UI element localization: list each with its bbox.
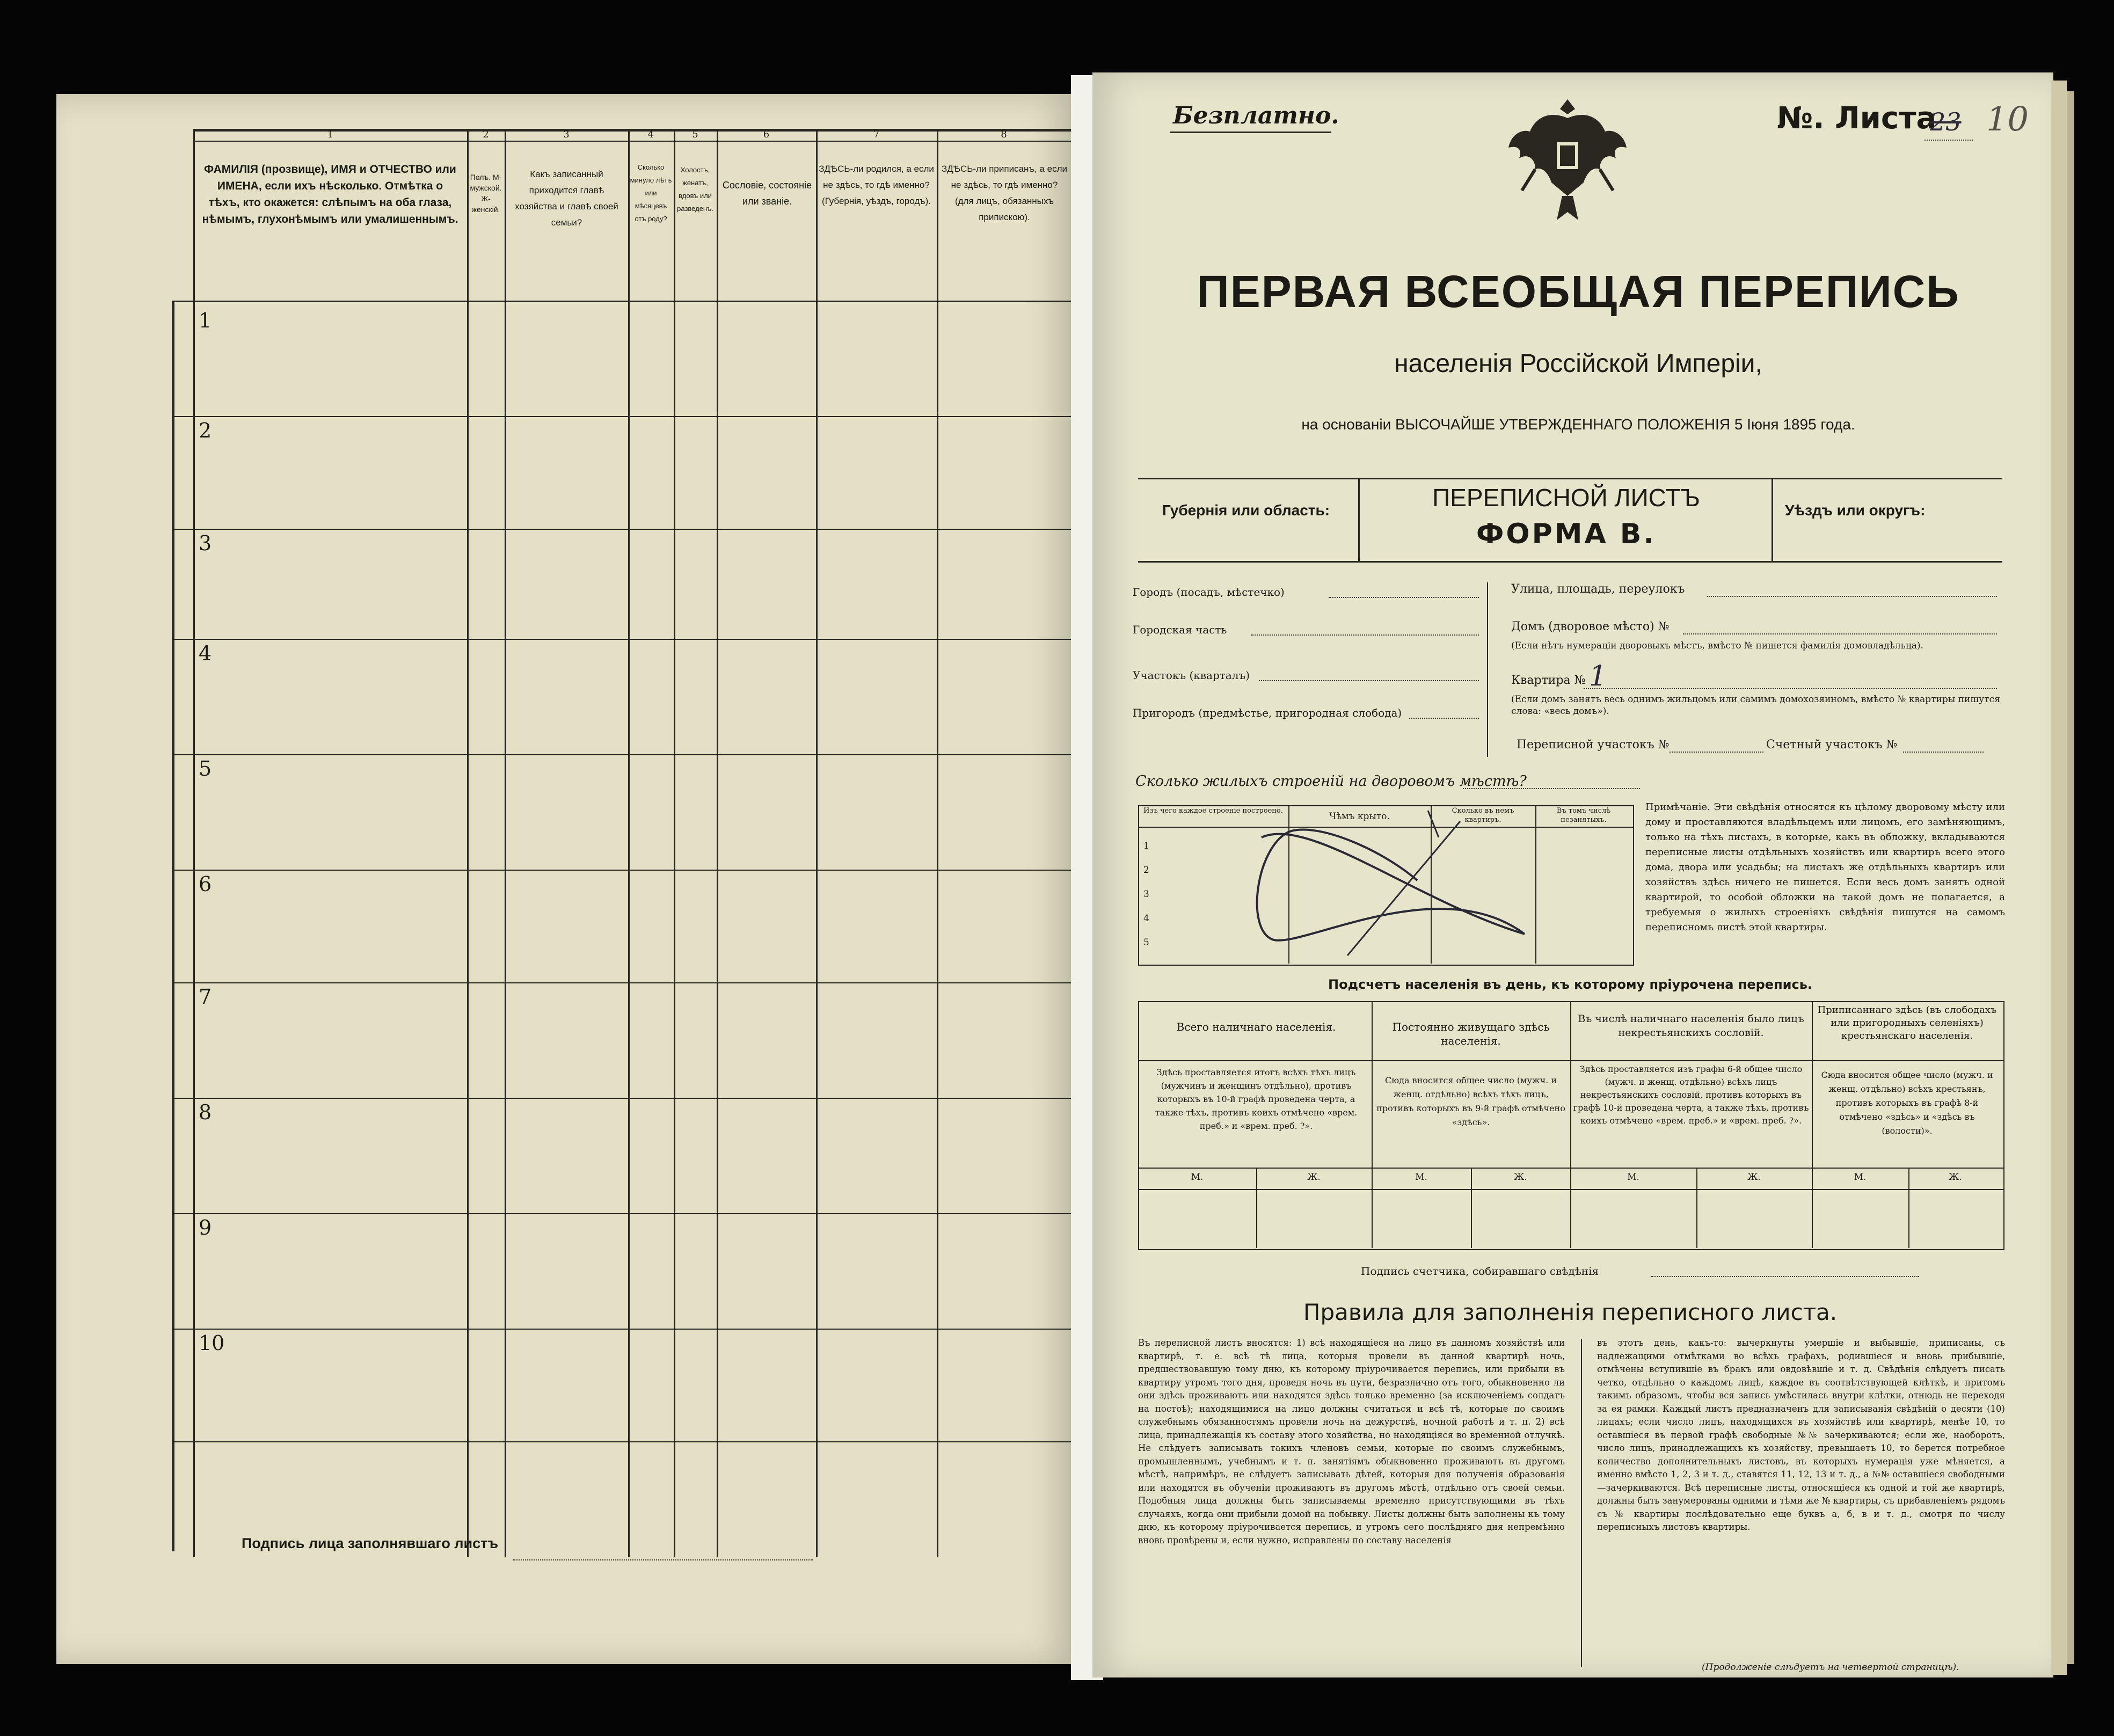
rules-column-2: въ этотъ день, какъ-то: вычеркнуты умершіе и выбывшіе, приписаны, съ надлежащими отмѣтками во всѣхъ графахъ, родившіеся и вновь прибывшіе, отмѣчены вступившіе въ бракъ или овдовѣвшіе и т. д. Свѣдѣнія слѣдуетъ писать четко, отдѣльно о каждомъ лицѣ, каждое въ соотвѣтствующей клѣткѣ, и притомъ такимъ образомъ, чтобы вся запись умѣстилась внутри клѣтки, отнюдь не переходя за ея рамки. Каждый листъ предназначенъ для записыванія свѣдѣній о десяти (10) лицахъ; если число лицъ, находящихся въ хозяйствѣ или квартирѣ, менѣе 10, то оставшіеся въ первой графѣ свободные №№ зачеркиваются; если же, наоборотъ, число лицъ, принадлежащихъ къ хозяйству, превышаетъ 10, то берется потребное количество дополнительныхъ листовъ, въ которыхъ нумерація уже мѣняется, а именно вмѣсто 1, 2, 3 и т. д., ставятся 11, 12, 13 и т. д., а №№ оставшіеся свободными—зачеркиваются. Всѣ переписные листы, относящіеся къ одной и той же квартирѣ, должны быть занумерованы одними и тѣми же № квартиры, съ прибавленіемъ рядомъ съ № квартиры послѣдовательно еще буквъ а, б, в и т. д., смотря по числу переписныхъ листовъ квартиры. [1597, 1338, 2005, 1532]
field-suburb-label: Пригородъ (предмѣстье, пригородная слобода) [1133, 706, 1402, 719]
column-number: 1 [327, 129, 333, 140]
sex-label-m: М. [1854, 1172, 1867, 1183]
buildings-row-number: 4 [1143, 913, 1149, 924]
buildings-header: Сколько въ немъ квартиръ. [1452, 807, 1514, 824]
sheet-label: №. Листа [1777, 101, 1937, 136]
count-col-divider [1372, 1001, 1373, 1248]
count-col-divider [1570, 1001, 1571, 1248]
buildings-header: Въ томъ числѣ незанятыхъ. [1556, 807, 1611, 824]
census-basis: на основаніи ВЫСОЧАЙШЕ УТВЕРЖДЕННАГО ПОЛОЖЕНІЯ 5 Іюня 1895 года. [1301, 416, 1855, 433]
buildings-row-number: 2 [1143, 865, 1149, 876]
address-divider [1487, 582, 1488, 757]
row-line [172, 1213, 1071, 1214]
apartment-note: (Если домъ занятъ весь однимъ жильцомъ или самимъ домохозяиномъ, вмѣсто № квартиры пишутся слова: «весь домъ»). [1511, 694, 2000, 717]
count-header-permanent: Постоянно живущаго здѣсь населенія. [1392, 1020, 1550, 1047]
form-header-bottom [1138, 561, 2002, 563]
buildings-header: Изъ чего каждое строеніе построено. [1143, 807, 1283, 815]
sex-label-f: Ж. [1949, 1172, 1962, 1183]
row-number: 3 [199, 531, 212, 555]
table-outer-left-border [172, 301, 174, 1551]
column-header-name: ФАМИЛІЯ (прозвище), ИМЯ и ОТЧЕСТВО или ИМЕНА, если ихъ нѣсколько. Отмѣтка о тѣхъ, кто окажется: слѣпымъ на оба глаза, нѣмымъ, глухонѣмымъ или умалишеннымъ. [202, 163, 458, 225]
sheet-number-line [1925, 140, 1973, 141]
row-number: 8 [199, 1100, 212, 1124]
buildings-crossout-mark [1138, 805, 1633, 964]
counting-district-label: Счетный участокъ № [1766, 738, 1898, 752]
column-header-relation: Какъ записанный приходится главѣ хозяйства и главѣ своей семьи? [515, 169, 618, 228]
count-header-peasant: Приписаннаго здѣсь (въ слободахъ или пригородныхъ селеніяхъ) крестьянскаго населенія. [1817, 1004, 1997, 1041]
sex-label-m: М. [1191, 1172, 1204, 1183]
signature-line[interactable] [513, 1559, 813, 1560]
form-header-divider-right [1772, 478, 1773, 563]
col-divider-7 [937, 129, 938, 1557]
row-number: 10 [199, 1331, 225, 1355]
column-number: 4 [647, 129, 654, 140]
col-divider-5 [717, 129, 718, 1557]
buildings-question: Сколько жилыхъ строеній на дворовомъ мѣстѣ? [1135, 773, 1527, 790]
apartment-line[interactable] [1584, 688, 1997, 689]
sex-label-f: Ж. [1307, 1172, 1321, 1183]
rules-divider [1581, 1339, 1582, 1667]
sex-label-f: Ж. [1747, 1172, 1761, 1183]
field-city-part-label: Городская часть [1133, 623, 1227, 636]
census-district-line[interactable] [1670, 752, 1763, 753]
enumerator-label: Подпись счетчика, собиравшаго свѣдѣнія [1361, 1265, 1599, 1278]
row-number: 6 [199, 872, 212, 896]
table-header-line [172, 301, 1071, 302]
column-number: 5 [692, 129, 698, 140]
field-suburb-line[interactable] [1409, 718, 1479, 719]
counting-district-line[interactable] [1903, 752, 1984, 753]
row-number: 4 [199, 641, 212, 665]
buildings-row-number: 5 [1143, 937, 1149, 948]
column-header-age: Сколько минуло лѣтъ или мѣсяцевъ отъ роду? [630, 163, 672, 223]
uezd-label: Уѣздъ или округъ: [1785, 502, 1926, 519]
column-number: 2 [483, 129, 489, 140]
column-header-marital: Холостъ, женатъ, вдовъ или разведенъ. [677, 166, 713, 213]
count-desc-total: Здѣсь проставляется итогъ всѣхъ тѣхъ лицъ (мужчинъ и женщинъ отдѣльно), противъ которыхъ въ 10-й графѣ проведена черта, а также тѣхъ, противъ коихъ отмѣчено «врем. преб.» и «врем. преб. ?». [1155, 1067, 1358, 1131]
count-value-line [1138, 1189, 2003, 1190]
row-line [172, 1329, 1071, 1330]
column-header-estate: Сословіе, состояніе или званіе. [722, 180, 812, 207]
rules-continued: (Продолженіе слѣдуетъ на четвертой страницѣ). [1702, 1662, 1959, 1673]
census-subtitle: населенія Россійской Имперіи, [1394, 349, 1762, 378]
house-label: Домъ (дворовое мѣсто) № [1511, 620, 1670, 633]
count-desc-permanent: Сюда вносится общее число (мужч. и женщ. отдѣльно) всѣхъ тѣхъ лицъ, противъ которыхъ въ 9-й графѣ отмѣчено «здѣсь». [1376, 1075, 1565, 1127]
form-header-divider-left [1358, 478, 1360, 563]
row-line [172, 754, 1071, 755]
buildings-header: Чѣмъ крыто. [1329, 811, 1390, 822]
street-label: Улица, площадь, переулокъ [1511, 582, 1685, 596]
table-number-row-line [193, 141, 1071, 142]
buildings-row-number: 3 [1143, 889, 1149, 900]
form-title: ПЕРЕПИСНОЙ ЛИСТЪ [1432, 484, 1700, 512]
col-divider-4 [674, 129, 675, 1557]
count-header-line [1138, 1060, 2003, 1061]
count-desc-peasant: Сюда вносится общее число (мужч. и женщ. отдѣльно) всѣхъ крестьянъ, противъ которыхъ въ графѣ 8-й отмѣчено «здѣсь» и «здѣсь въ (волости)». [1821, 1070, 1993, 1136]
signature-label: Подпись лица заполнявшаго листъ [242, 1535, 498, 1551]
row-line [172, 1441, 1071, 1442]
count-sex-line [1138, 1168, 2003, 1169]
buildings-row-number: 1 [1143, 841, 1149, 851]
field-district-label: Участокъ (кварталъ) [1133, 669, 1250, 682]
col-divider-2 [505, 129, 506, 1557]
sex-label-f: Ж. [1514, 1172, 1527, 1183]
enumerator-line[interactable] [1651, 1276, 1919, 1277]
rules-title: Правила для заполненія переписного листа. [1303, 1299, 1838, 1325]
column-header-sex: Полъ. М-мужской. Ж-женскій. [470, 173, 502, 214]
row-line [172, 639, 1071, 640]
house-line[interactable] [1683, 633, 1997, 634]
house-note: (Если нѣтъ нумераціи дворовыхъ мѣстъ, вмѣсто № пишется фамилія домовладѣльца). [1511, 640, 1923, 651]
form-name: ФОРМА В. [1476, 518, 1657, 550]
column-number: 8 [1001, 129, 1007, 140]
free-underline [1170, 132, 1331, 133]
col-divider-1 [467, 129, 469, 1557]
sheet-number-pencil[interactable]: 10 [1986, 99, 2029, 138]
free-label: Безплатно. [1173, 102, 1339, 129]
sheet-number-handwritten[interactable]: 23 [1930, 107, 1962, 136]
column-number: 7 [873, 129, 880, 140]
row-line [172, 870, 1071, 871]
field-city-label: Городъ (посадъ, мѣстечко) [1133, 586, 1285, 599]
street-line[interactable] [1707, 596, 1997, 597]
column-header-registration: ЗДѢСЬ-ли приписанъ, а если не здѣсь, то гдѣ именно? (для лицъ, обязанныхъ припискою). [941, 164, 1068, 222]
row-line [172, 529, 1071, 530]
field-district-line[interactable] [1259, 680, 1479, 681]
row-line [172, 416, 1071, 417]
row-number: 9 [199, 1216, 212, 1239]
row-number: 7 [199, 985, 212, 1009]
rules-column-1: Въ переписной листъ вносятся: 1) всѣ находящіеся на лицо въ данномъ хозяйствѣ или квартирѣ, т. е. всѣ тѣ лица, которыя провели въ данной квартирѣ ночь, предшествовавшую тому дню, къ которому пріурочивается перепись, или прибыли въ квартиру утромъ того дня, проведя ночь въ пути, безразлично отъ того, обыкновенно ли они здѣсь проживаютъ или находятся здѣсь только временно (за исключеніемъ солдатъ на постоѣ); находящимися на лицо должны считаться и всѣ тѣ, которые по своимъ служебнымъ обязанностямъ провели ночь на дежурствѣ, ночной работѣ и т. п. 2) всѣ лица, принадлежащія къ составу этого хозяйства, но находящіяся во временной отлучкѣ. Не слѣдуетъ записывать такихъ членовъ семьи, которые по своимъ служебнымъ, промышленнымъ, учебнымъ и т. п. занятіямъ обыкновенно проживаютъ въ другомъ мѣстѣ, напримѣръ, не слѣдуетъ записывать дѣтей, которыя для полученія образованія или находятся въ обученіи проживаютъ въ другомъ мѣстѣ, отдѣльно отъ своей семьи. Подобныя лица должны быть записываемы временно присутствующими въ тѣхъ случаяхъ, когда они прибыли домой на побывку. Листы должны быть заполнены къ тому дню, къ которому пріурочивается перепись, и утромъ сего послѣдняго дня непремѣнно вновь провѣрены и, если нужно, исправлены по составу населенія [1138, 1338, 1565, 1545]
column-header-birthplace: ЗДѢСЬ-ли родился, а если не здѣсь, то гдѣ именно? (Губернія, уѣздъ, городъ). [819, 164, 934, 206]
gubernia-label: Губернія или область: [1162, 502, 1330, 519]
column-number: 6 [763, 129, 770, 140]
row-line [172, 982, 1071, 983]
count-desc-non-peasant: Здѣсь проставляется изъ графы 6-й общее число (мужч. и женщ. отдѣльно) всѣхъ лицъ некрестьянскихъ сословій, противъ которыхъ въ графѣ 10-й проведена черта, а также тѣхъ, противъ коихъ отмѣчено «врем. преб.» и «врем. преб. ?». [1573, 1064, 1809, 1126]
page-edge-inner [2067, 91, 2074, 1664]
row-number: 2 [199, 419, 212, 442]
sex-label-m: М. [1627, 1172, 1639, 1183]
buildings-line[interactable] [1463, 788, 1640, 789]
imperial-eagle-icon [1498, 89, 1637, 228]
page-edge [2051, 81, 2067, 1675]
apartment-value[interactable]: 1 [1589, 660, 1607, 692]
apartment-label: Квартира № [1511, 674, 1586, 687]
field-city-part-line[interactable] [1251, 634, 1479, 636]
row-line [172, 1098, 1071, 1099]
census-title: ПЕРВАЯ ВСЕОБЩАЯ ПЕРЕПИСЬ [1197, 266, 1960, 317]
form-header-top [1138, 478, 2002, 479]
row-number: 1 [199, 309, 212, 332]
count-header-non-peasant: Въ числѣ наличнаго населенія было лицъ некрестьянскихъ сословій. [1578, 1013, 1804, 1039]
col-divider-6 [816, 129, 818, 1557]
sex-label-m: М. [1415, 1172, 1427, 1183]
field-city-line[interactable] [1329, 597, 1479, 598]
table-left-border [193, 129, 195, 1557]
count-header-total: Всего наличнаго населенія. [1176, 1020, 1336, 1033]
count-title: Подсчетъ населенія въ день, къ которому пріурочена перепись. [1328, 977, 1812, 992]
row-number: 5 [199, 757, 212, 781]
column-number: 3 [563, 129, 570, 140]
census-district-label: Переписной участокъ № [1517, 738, 1670, 752]
count-col-divider [1812, 1001, 1813, 1248]
col-divider-3 [628, 129, 630, 1557]
buildings-note: Примѣчаніе. Эти свѣдѣнія относятся къ цѣлому дворовому мѣсту или дому и проставляются владѣльцемъ или лицомъ, его замѣняющимъ, только на тѣхъ листахъ, в которые, какъ въ обложку, вкладываются переписные листы отдѣльныхъ хозяйствъ или квартиръ всего этого дома, двора или усадьбы; на листахъ же отдѣльныхъ квартиръ или хозяйствъ здѣсь ничего не пишется. Если весь домъ занятъ одной квартирой, то особой обложки на такой домъ не полагается, а требуемыя о жилыхъ строеніяхъ свѣдѣнія пишутся на самомъ переписномъ листѣ этой квартиры. [1645, 801, 2005, 933]
